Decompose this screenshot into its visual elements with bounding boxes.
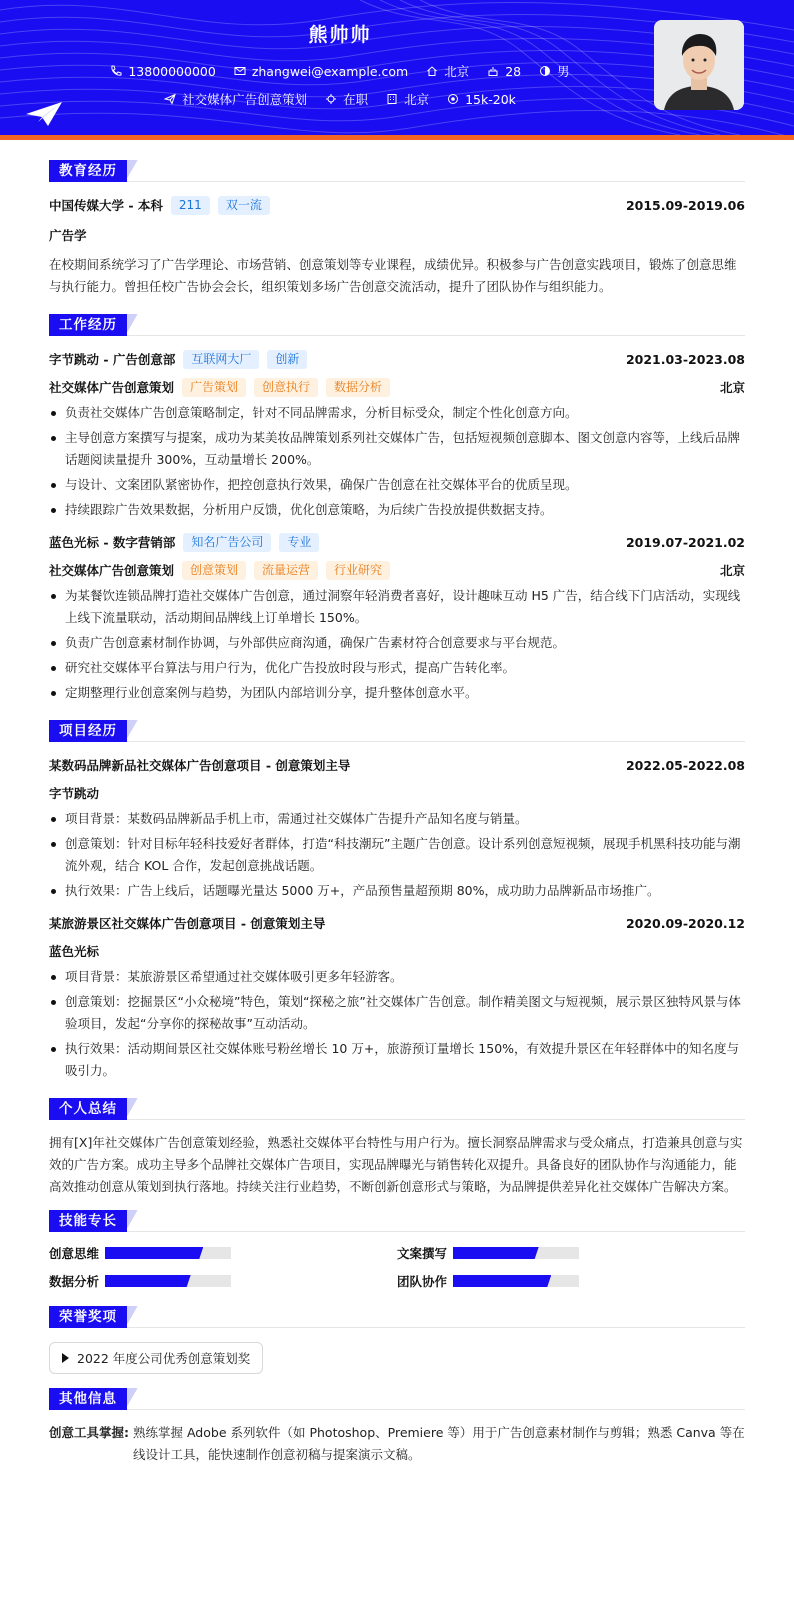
- list-item: 执行效果：活动期间景区社交媒体账号粉丝增长 10 万+，旅游预订量增长 150%，有效提升景区在年轻群体中的知名度与吸引力。: [49, 1038, 745, 1082]
- school-tag: 211: [171, 196, 210, 215]
- paper-plane-icon: [24, 100, 64, 130]
- skill-bar: [105, 1247, 231, 1259]
- skill-bar-fill: [105, 1247, 203, 1259]
- email-icon: [234, 65, 246, 77]
- list-item: 与设计、文案团队紧密协作，把控创意执行效果，确保广告创意在社交媒体平台的优质呈现。: [49, 474, 745, 496]
- list-item: 主导创意方案撰写与提案，成功为某美妆品牌策划系列社交媒体广告，包括短视频创意脚本、图文创意内容等，上线后品牌话题阅读量提升 300%，互动量增长 200%。: [49, 427, 745, 471]
- projects-section: [49, 720, 745, 1082]
- skill-name: 创意思维: [49, 1246, 100, 1261]
- education-date: 2015.09-2019.06: [625, 197, 745, 213]
- skill-bar-fill: [453, 1247, 539, 1259]
- age: 28: [505, 63, 522, 79]
- company-tag: 专业: [279, 533, 319, 552]
- building-icon: [386, 93, 398, 105]
- section-title: 个人总结: [49, 1098, 127, 1120]
- role-tag: 创意策划: [182, 561, 246, 580]
- company-name: 蓝色光标 - 数字营销部: [49, 535, 176, 550]
- list-item: 定期整理行业创意案例与趋势，为团队内部培训分享，提升整体创意水平。: [49, 682, 745, 704]
- skill-bar: [453, 1247, 579, 1259]
- skills-section: [49, 1210, 745, 1290]
- school-tag: 双一流: [218, 196, 270, 215]
- list-item: 执行效果：广告上线后，话题曝光量达 5000 万+，产品预售量超预期 80%，成功助力品牌新品市场推广。: [49, 880, 745, 902]
- other-info: [49, 1422, 745, 1466]
- skill-bar: [453, 1275, 579, 1287]
- avatar: [654, 20, 744, 110]
- triangle-icon: [62, 1353, 69, 1363]
- other-text: 熟练掌握 Adobe 系列软件（如 Photoshop、Premiere 等）用于广告创意素材制作与剪辑；熟悉 Canva 等在线设计工具，能快速制作创意初稿与提案演示文稿。: [133, 1425, 745, 1462]
- phone-icon: [110, 65, 122, 77]
- list-item: 为某餐饮连锁品牌打造社交媒体广告创意，通过洞察年轻消费者喜好，设计趣味互动 H5 广告，结合线下门店活动，实现线上线下流量联动，活动期间品牌线上订单增长 150%。: [49, 585, 745, 629]
- gender-icon: [539, 65, 551, 77]
- project-org: 蓝色光标: [49, 944, 100, 959]
- city: 北京: [444, 64, 470, 79]
- list-item: 项目背景：某数码品牌新品手机上市，需通过社交媒体广告提升产品知名度与销量。: [49, 808, 745, 830]
- resume-header: [0, 0, 794, 140]
- project-name: 某数码品牌新品社交媒体广告创意项目 - 创意策划主导: [49, 758, 351, 773]
- salary-icon: [447, 93, 459, 105]
- project-item: [49, 912, 745, 1082]
- project-date: 2020.09-2020.12: [625, 915, 745, 931]
- skill-item: [49, 1272, 397, 1290]
- salary: 15k-20k: [465, 91, 516, 107]
- work-item: [49, 531, 745, 704]
- list-item: 创意策划：针对目标年轻科技爱好者群体，打造“科技潮玩”主题广告创意。设计系列创意短视频，展现手机黑科技功能与潮流外观，结合 KOL 合作，发起创意挑战话题。: [49, 833, 745, 877]
- job-role: 社交媒体广告创意策划: [49, 563, 175, 578]
- role-tag: 数据分析: [326, 378, 390, 397]
- section-title: 荣誉奖项: [49, 1306, 127, 1328]
- other-label: 创意工具掌握:: [49, 1425, 129, 1440]
- skill-item: [397, 1244, 745, 1262]
- role-tag: 流量运营: [254, 561, 318, 580]
- work-bullets: [49, 402, 745, 521]
- project-bullets: [49, 966, 745, 1082]
- awards-section: [49, 1306, 745, 1374]
- summary-section: [49, 1098, 745, 1198]
- skill-name: 团队协作: [397, 1274, 448, 1289]
- work-date: 2021.03-2023.08: [625, 351, 745, 367]
- list-item: 负责社交媒体广告创意策略制定，针对不同品牌需求，分析目标受众，制定个性化创意方向。: [49, 402, 745, 424]
- skill-name: 数据分析: [49, 1274, 100, 1289]
- work-section: [49, 314, 745, 704]
- candidate-name: 熊帅帅: [308, 24, 372, 46]
- section-title: 工作经历: [49, 314, 127, 336]
- other-section: [49, 1388, 745, 1466]
- skill-item: [49, 1244, 397, 1262]
- work-bullets: [49, 585, 745, 704]
- project-org: 字节跳动: [49, 786, 100, 801]
- list-item: 研究社交媒体平台算法与用户行为，优化广告投放时段与形式，提高广告转化率。: [49, 657, 745, 679]
- gender: 男: [557, 64, 570, 79]
- work-location: 北京: [719, 563, 745, 578]
- work-item: [49, 348, 745, 521]
- phone-number: 13800000000: [128, 63, 216, 79]
- email-address: zhangwei@example.com: [251, 63, 409, 79]
- summary-text: 拥有[X]年社交媒体广告创意策划经验，熟悉社交媒体平台特性与用户行为。擅长洞察品牌需求与受众痛点，打造兼具创意与实效的广告方案。成功主导多个品牌社交媒体广告项目，实现品牌曝光与销售转化双提升。具备良好的团队协作与沟通能力，能高效推动创意从策划到执行落地。持续关注行业趋势，不断创新创意形式与策略，为品牌提供差异化社交媒体广告解决方案。: [49, 1135, 743, 1194]
- skills-grid: [49, 1244, 745, 1290]
- section-title: 其他信息: [49, 1388, 127, 1410]
- award-text: 2022 年度公司优秀创意策划奖: [77, 1351, 251, 1366]
- target-city: 北京: [404, 92, 430, 107]
- section-title: 项目经历: [49, 720, 127, 742]
- status-icon: [325, 93, 337, 105]
- company-tag: 互联网大厂: [183, 350, 259, 369]
- intent-row: [0, 90, 680, 108]
- major: 广告学: [49, 228, 87, 243]
- job-status: 在职: [343, 92, 369, 107]
- job-intent: 社交媒体广告创意策划: [182, 92, 308, 107]
- skill-bar-fill: [105, 1275, 191, 1287]
- skill-item: [397, 1272, 745, 1290]
- list-item: 持续跟踪广告效果数据，分析用户反馈，优化创意策略，为后续广告投放提供数据支持。: [49, 499, 745, 521]
- company-name: 字节跳动 - 广告创意部: [49, 352, 176, 367]
- project-bullets: [49, 808, 745, 902]
- cake-icon: [487, 65, 499, 77]
- role-tag: 创意执行: [254, 378, 318, 397]
- role-tag: 行业研究: [326, 561, 390, 580]
- work-location: 北京: [719, 380, 745, 395]
- skill-bar: [105, 1275, 231, 1287]
- company-tag: 创新: [267, 350, 307, 369]
- header-accent-strip: [0, 135, 794, 140]
- contact-row: [0, 62, 680, 80]
- project-date: 2022.05-2022.08: [625, 757, 745, 773]
- role-tag: 广告策划: [182, 378, 246, 397]
- award-item: [49, 1342, 263, 1374]
- resume-body: [49, 160, 745, 1466]
- school-name: 中国传媒大学 - 本科: [49, 198, 163, 213]
- list-item: 项目背景：某旅游景区希望通过社交媒体吸引更多年轻游客。: [49, 966, 745, 988]
- list-item: 创意策划：挖掘景区“小众秘境”特色，策划“探秘之旅”社交媒体广告创意。制作精美图文与短视频，展示景区独特风景与体验项目，发起“分享你的探秘故事”互动活动。: [49, 991, 745, 1035]
- skill-bar-fill: [453, 1275, 551, 1287]
- work-date: 2019.07-2021.02: [625, 534, 745, 550]
- project-name: 某旅游景区社交媒体广告创意项目 - 创意策划主导: [49, 916, 326, 931]
- company-tag: 知名广告公司: [183, 533, 271, 552]
- project-item: [49, 754, 745, 902]
- profile-photo: [654, 20, 744, 110]
- home-icon: [426, 65, 438, 77]
- list-item: 负责广告创意素材制作协调，与外部供应商沟通，确保广告素材符合创意要求与平台规范。: [49, 632, 745, 654]
- education-section: [49, 160, 745, 298]
- send-icon: [164, 93, 176, 105]
- section-title: 教育经历: [49, 160, 127, 182]
- job-role: 社交媒体广告创意策划: [49, 380, 175, 395]
- section-title: 技能专长: [49, 1210, 127, 1232]
- education-description: 在校期间系统学习了广告学理论、市场营销、创意策划等专业课程，成绩优异。积极参与广告创意实践项目，锻炼了创意思维与执行能力。曾担任校广告协会会长，组织策划多场广告创意交流活动，提升了团队协作与组织能力。: [49, 257, 737, 294]
- skill-name: 文案撰写: [397, 1246, 448, 1261]
